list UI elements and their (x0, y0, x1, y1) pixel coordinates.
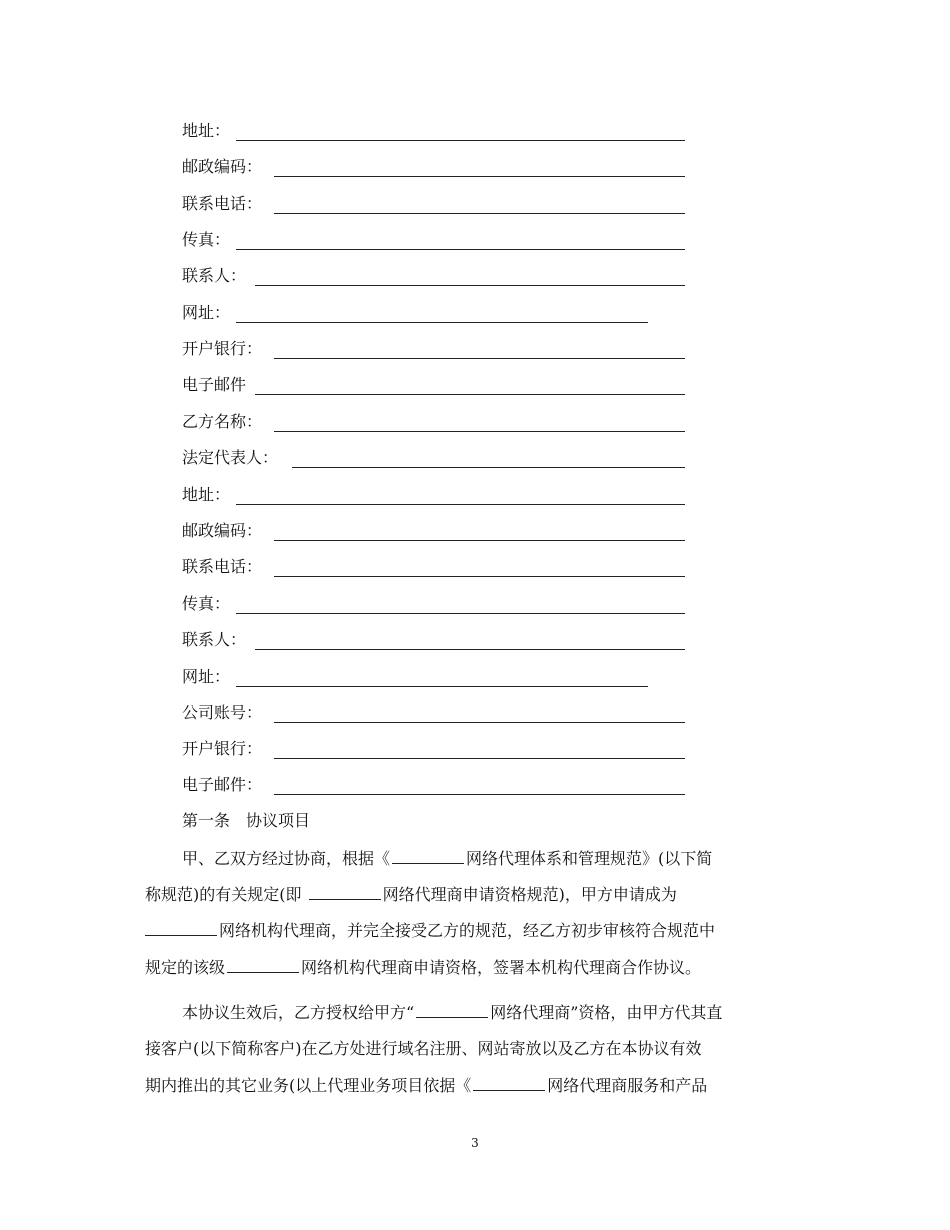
party-b-email-field (182, 772, 685, 798)
paragraph-line (145, 918, 715, 944)
page-number: 3 (471, 1136, 479, 1150)
party-b-phone-field (182, 554, 685, 580)
text-segment: 称规范)的有关规定(即 (145, 885, 307, 904)
party-b-address-field (182, 482, 685, 508)
blank-line (227, 956, 299, 973)
text-segment: 期内推出的其它业务(以上代理业务项目依据《 (145, 1076, 472, 1095)
fill-line (274, 176, 685, 177)
blank-line (416, 1001, 488, 1018)
field-label: 电子邮件： (182, 775, 263, 794)
fill-line (274, 576, 685, 577)
field-label: 乙方名称： (182, 412, 263, 431)
field-label: 联系人： (182, 266, 247, 285)
party-a-website-field (182, 300, 685, 326)
field-label: 电子邮件 (182, 375, 247, 394)
field-label: 联系电话： (182, 194, 263, 213)
fill-line (274, 794, 685, 795)
field-label: 传真： (182, 594, 231, 613)
text-segment: 网络机构代理商申请资格，签署本机构代理商合作协议。 (301, 958, 702, 977)
party-a-contact-field (182, 263, 685, 289)
field-label: 法定代表人： (182, 448, 279, 467)
party-b-fax-field (182, 591, 685, 617)
fill-line (236, 613, 685, 614)
blank-line (473, 1074, 545, 1091)
fill-line (274, 758, 685, 759)
fill-line (292, 467, 685, 468)
fill-line (274, 431, 685, 432)
field-label: 联系电话： (182, 557, 263, 576)
text-segment: 网络代理商”资格，由甲方代其直 (490, 1003, 723, 1022)
field-label: 开户银行： (182, 739, 263, 758)
party-b-contact-field (182, 627, 685, 653)
text-segment: 甲、乙双方经过协商，根据《 (182, 849, 391, 868)
party-b-legal-rep-field (182, 445, 685, 471)
field-label: 开户银行： (182, 339, 263, 358)
text-segment: 网络代理商服务和产品 (547, 1076, 708, 1095)
fill-line (236, 140, 685, 141)
fill-line (236, 322, 648, 323)
field-label: 网址： (182, 303, 231, 322)
field-label: 传真： (182, 230, 231, 249)
fill-line (255, 649, 685, 650)
field-label: 地址： (182, 485, 231, 504)
paragraph-line (145, 1073, 707, 1099)
blank-line (145, 919, 217, 936)
field-label: 地址： (182, 121, 231, 140)
text-segment: 网络机构代理商，并完全接受乙方的规范，经乙方初步审核符合规范中 (219, 921, 716, 940)
fill-line (274, 722, 685, 723)
text-segment: 接客户(以下简称客户)在乙方处进行域名注册、网站寄放以及乙方在本协议有效 (145, 1039, 702, 1058)
text-segment: 规定的该级 (145, 958, 226, 977)
text-segment: 网络代理商申请资格规范)，甲方申请成为 (382, 885, 677, 904)
paragraph-line (145, 955, 701, 981)
party-b-bank-field (182, 736, 685, 762)
party-a-postcode-field (182, 154, 685, 180)
fill-line (255, 394, 685, 395)
party-b-name-field (182, 409, 685, 435)
paragraph-line (145, 1036, 702, 1062)
fill-line (274, 358, 685, 359)
party-b-postcode-field (182, 518, 685, 544)
party-a-email-field (182, 372, 685, 398)
fill-line (236, 249, 685, 250)
fill-line (255, 285, 685, 286)
fill-line (274, 540, 685, 541)
article-heading: 第一条 协议项目 (182, 811, 311, 830)
party-b-website-field (182, 664, 685, 690)
paragraph-line (182, 846, 712, 872)
party-a-phone-field (182, 191, 685, 217)
field-label: 公司账号： (182, 703, 263, 722)
text-segment: 网络代理体系和管理规范》(以下简 (466, 849, 713, 868)
party-b-account-field (182, 700, 685, 726)
fill-line (236, 504, 685, 505)
field-label: 联系人： (182, 630, 247, 649)
field-label: 邮政编码： (182, 157, 263, 176)
fill-line (236, 686, 648, 687)
fill-line (274, 213, 685, 214)
field-label: 邮政编码： (182, 521, 263, 540)
paragraph-line (182, 1000, 722, 1026)
party-a-fax-field (182, 227, 685, 253)
text-segment: 本协议生效后，乙方授权给甲方“ (182, 1003, 415, 1022)
paragraph-line (145, 882, 677, 908)
field-label: 网址： (182, 667, 231, 686)
blank-line (392, 847, 464, 864)
party-a-address-field (182, 118, 685, 144)
blank-line (309, 883, 381, 900)
party-a-bank-field (182, 336, 685, 362)
